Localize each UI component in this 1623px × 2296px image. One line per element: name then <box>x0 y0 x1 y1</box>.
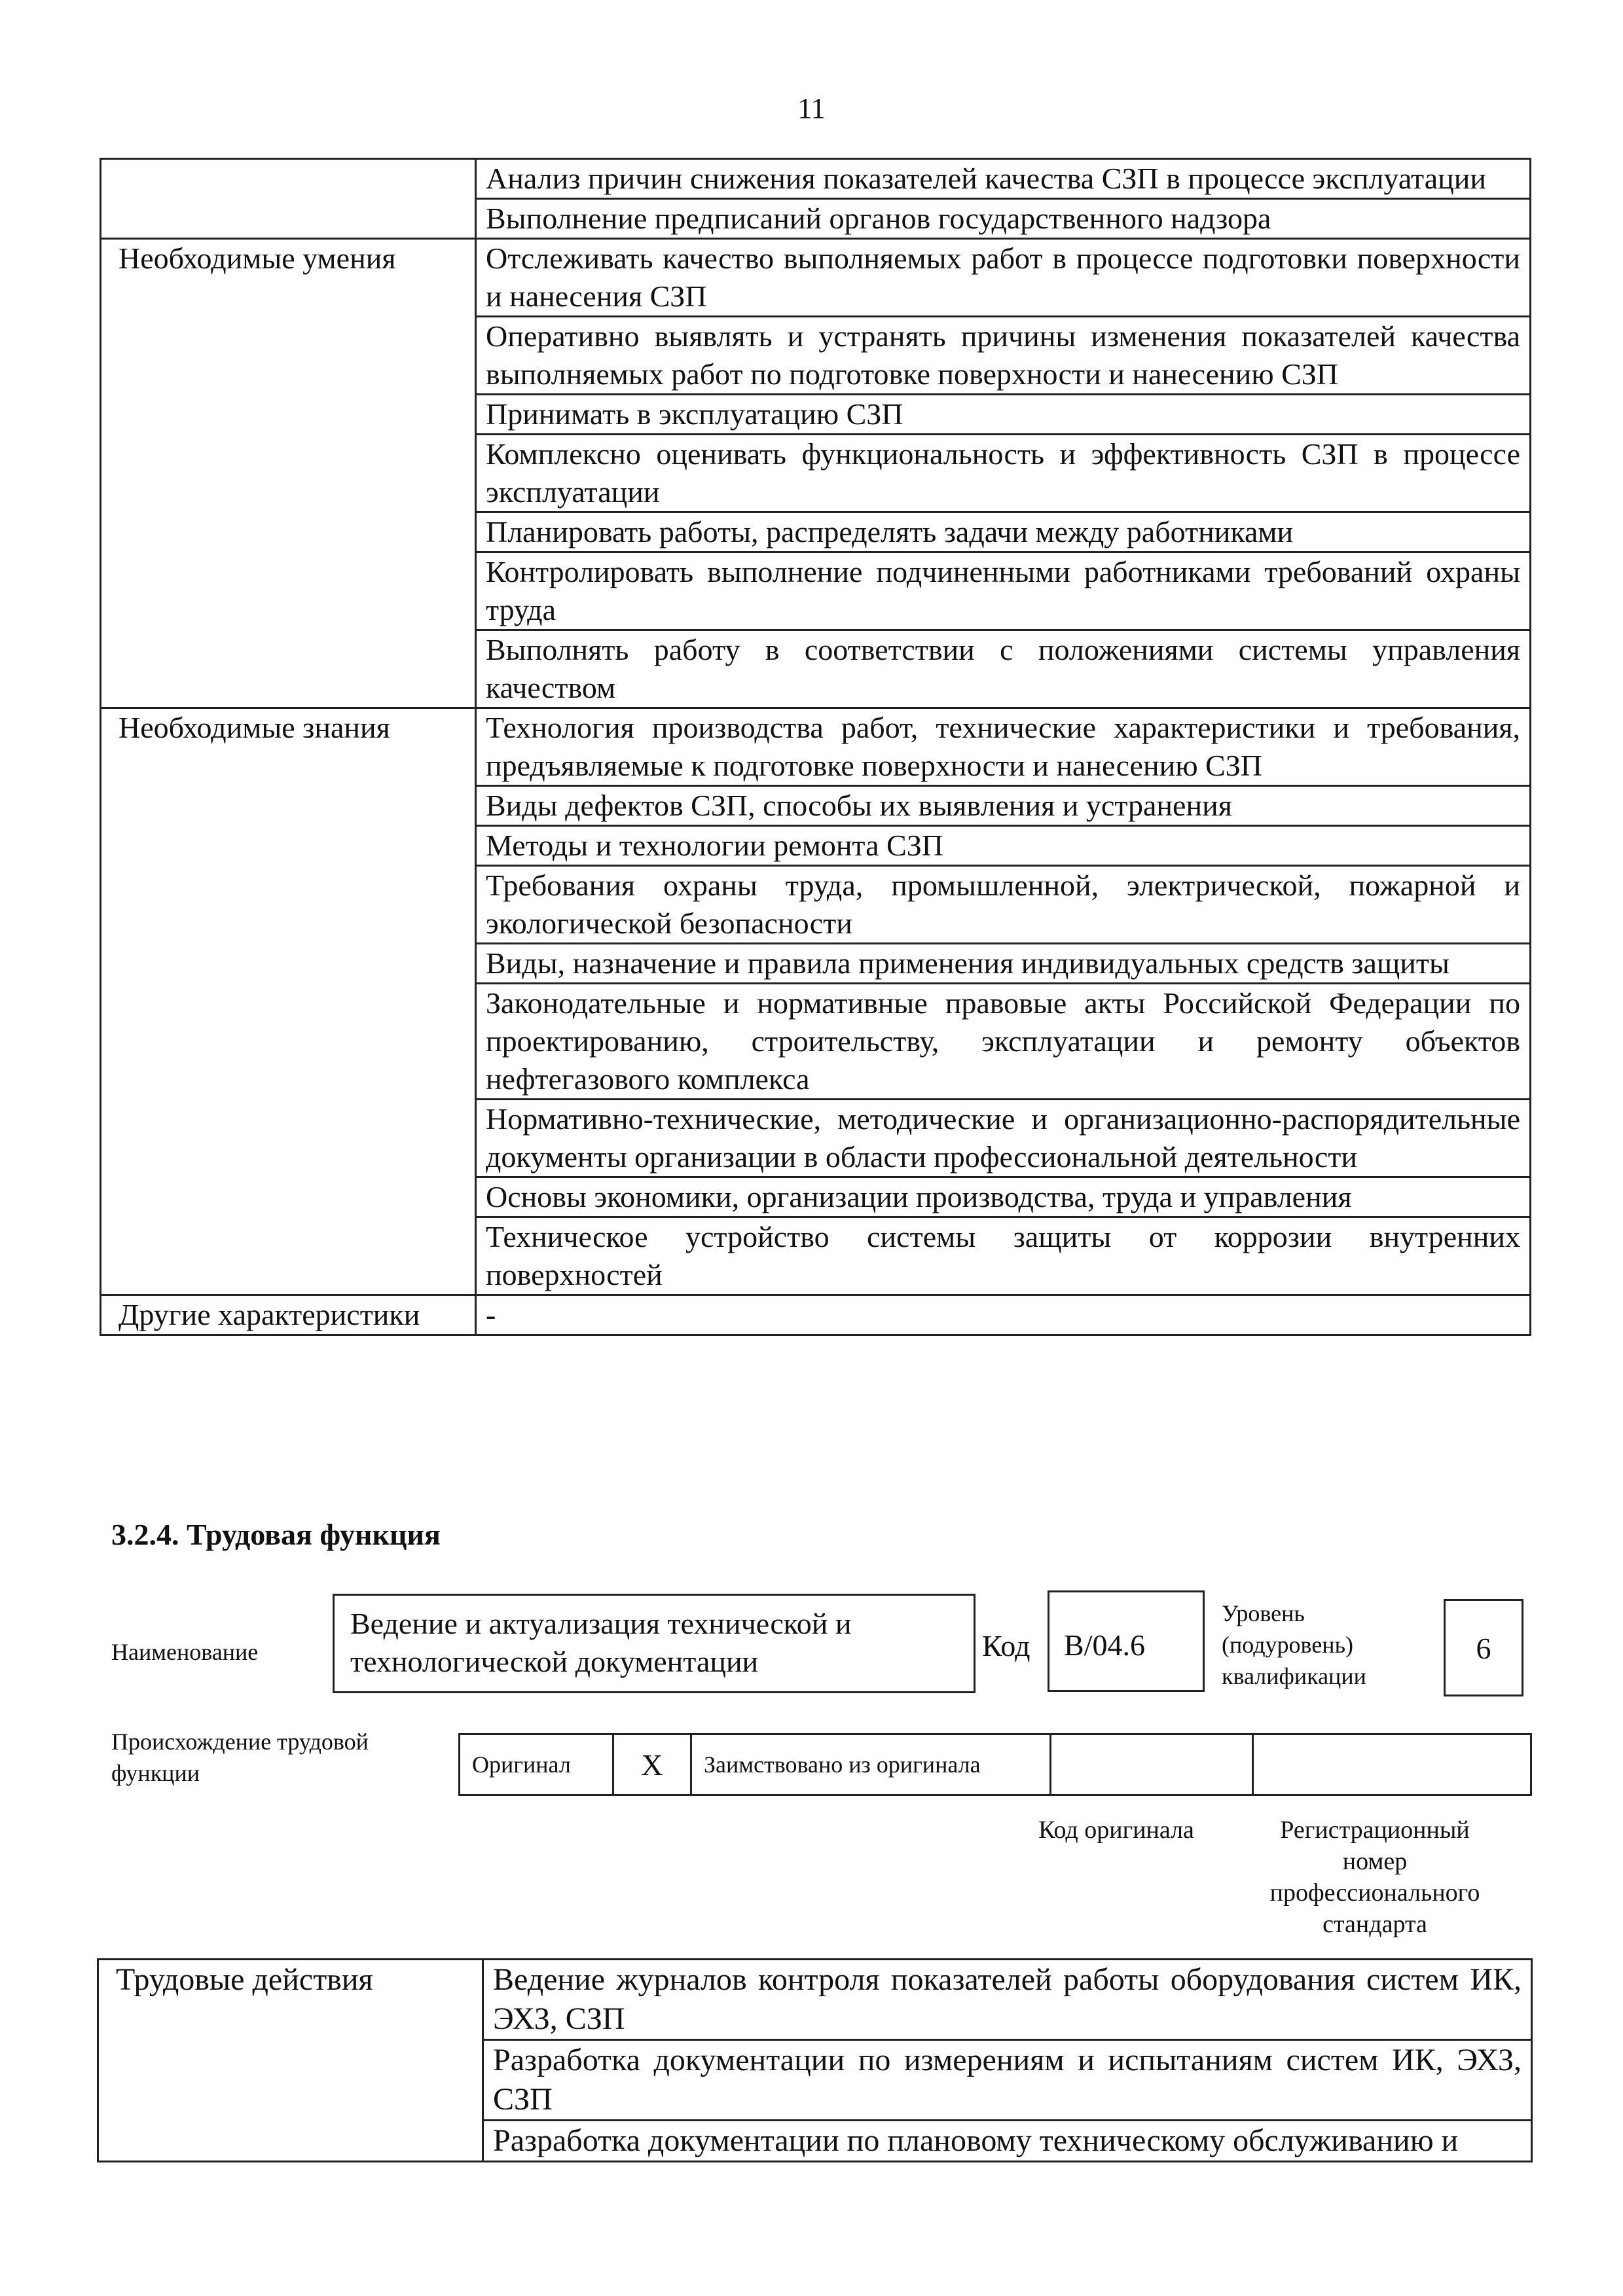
reg-number-label: Регистрационный номер профессионального стандарта <box>1269 1816 1480 1938</box>
table-cell: Техническое устройство системы защиты от коррозии внутренних поверхностей <box>476 1217 1531 1295</box>
table-cell: Отслеживать качество выполняемых работ в процессе подготовки поверхности и нанесения СЗП <box>476 239 1531 317</box>
knowledge-label: Необходимые знания <box>101 708 476 1295</box>
table-row <box>101 159 1531 199</box>
table-cell: Принимать в эксплуатацию СЗП <box>476 395 1531 435</box>
borrowed-cell <box>691 1734 1051 1795</box>
other-label: Другие характеристики <box>101 1295 476 1335</box>
reg-number-cell <box>1253 1734 1531 1795</box>
labor-actions-table <box>97 1958 1533 2162</box>
name-label: Наименование <box>111 1639 259 1665</box>
skills-label: Необходимые умения <box>101 239 476 708</box>
empty-label-cell <box>101 159 476 239</box>
table-cell: Выполнять работу в соответствии с положениями системы управления качеством <box>476 630 1531 708</box>
borrowed-label: Заимствовано из оригинала <box>704 1751 981 1778</box>
table-row <box>101 239 1531 317</box>
name-value: Ведение и актуализация технической и технологической документации <box>350 1607 852 1678</box>
table-cell: - <box>476 1295 1531 1335</box>
level-value: 6 <box>1476 1632 1491 1665</box>
code-value: B/04.6 <box>1064 1628 1145 1662</box>
table-cell: Разработка документации по измерениям и испытаниям систем ИК, ЭХЗ, СЗП <box>483 2040 1532 2121</box>
actions-label: Трудовые действия <box>98 1960 483 2162</box>
table-cell: Ведение журналов контроля показателей работы оборудования систем ИК, ЭХЗ, СЗП <box>483 1960 1532 2040</box>
level-label: Уровень (подуровень) квалификации <box>1222 1600 1366 1689</box>
level-box <box>1444 1599 1523 1696</box>
table-cell: Оперативно выявлять и устранять причины изменения показателей качества выполняемых работ по подготовке поверхности и нанесению СЗП <box>476 317 1531 395</box>
original-label: Оригинал <box>472 1751 571 1778</box>
table-row <box>101 1295 1531 1335</box>
origin-table <box>458 1733 1532 1796</box>
table-cell: Законодательные и нормативные правовые акты Российской Федерации по проектированию, строительству, эксплуатации и ремонту объектов нефтегазового комплекса <box>476 984 1531 1100</box>
table-cell: Методы и технологии ремонта СЗП <box>476 826 1531 866</box>
table-cell: Виды дефектов СЗП, способы их выявления и устранения <box>476 786 1531 826</box>
table-cell: Нормативно-технические, методические и организационно-распорядительные документы организации в области профессиональной деятельности <box>476 1100 1531 1177</box>
table-cell: Основы экономики, организации производства, труда и управления <box>476 1177 1531 1217</box>
code-box <box>1048 1590 1205 1692</box>
page-number: 11 <box>797 92 826 124</box>
table-cell: Комплексно оценивать функциональность и эффективность СЗП в процессе эксплуатации <box>476 435 1531 512</box>
table-cell: Виды, назначение и правила применения индивидуальных средств защиты <box>476 944 1531 984</box>
code-original-cell <box>1051 1734 1253 1795</box>
competency-table <box>100 158 1531 1336</box>
name-box <box>333 1594 976 1693</box>
code-original-label: Код оригинала <box>1038 1816 1194 1844</box>
original-mark-cell <box>613 1734 691 1795</box>
table-cell: Разработка документации по плановому техническому обслуживанию и <box>483 2121 1532 2162</box>
table-cell: Анализ причин снижения показателей качества СЗП в процессе эксплуатации <box>476 159 1531 199</box>
original-mark: X <box>641 1748 663 1782</box>
table-cell: Технология производства работ, технические характеристики и требования, предъявляемые к подготовке поверхности и нанесению СЗП <box>476 708 1531 786</box>
table-cell: Выполнение предписаний органов государственного надзора <box>476 199 1531 239</box>
original-cell <box>460 1734 613 1795</box>
section-title: 3.2.4. Трудовая функция <box>111 1518 441 1551</box>
table-cell: Планировать работы, распределять задачи между работниками <box>476 512 1531 552</box>
code-label: Код <box>982 1629 1030 1662</box>
origin-label: Происхождение трудовой функции <box>111 1729 369 1786</box>
table-row <box>101 708 1531 786</box>
table-row <box>98 1960 1532 2040</box>
table-cell: Требования охраны труда, промышленной, электрической, пожарной и экологической безопасности <box>476 866 1531 944</box>
table-cell: Контролировать выполнение подчиненными работниками требований охраны труда <box>476 552 1531 630</box>
